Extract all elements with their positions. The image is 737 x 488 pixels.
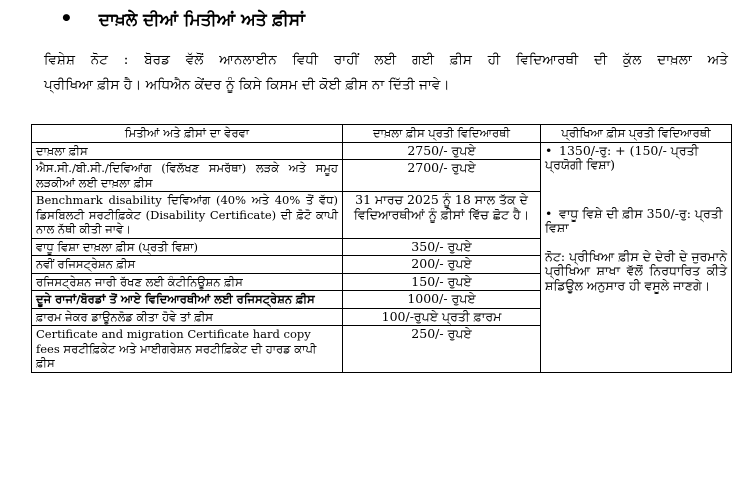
row-description: ਰਜਿਸਟ੍ਰੇਸ਼ਨ ਜਾਰੀ ਰੱਖਣ ਲਈ ਕੰਟੀਨਿਊਸ਼ਨ ਫ਼ੀਸ: [32, 273, 343, 291]
fees-table: [31, 124, 732, 373]
note-line-1: ਵਿਸ਼ੇਸ਼ ਨੋਟ : ਬੋਰਡ ਵੱਲੋਂ ਆਨਲਾਈਨ ਵਿਧੀ ਰਾਹੀਂ ਲਈ ਗਈ ਫ਼ੀਸ ਹੀ ਵਿਦਿਆਰਥੀ ਦੀ ਕੁੱਲ ਦਾਖ਼ਲਾ ਅਤੇ: [44, 52, 728, 68]
header-exam-fee: ਪ੍ਰੀਖਿਆ ਫ਼ੀਸ ਪ੍ਰਤੀ ਵਿਦਿਆਰਥੀ: [541, 125, 732, 143]
special-note: [44, 48, 728, 98]
row-description: ਐਸ.ਸੀ./ਬੀ.ਸੀ./ਦਿਵਿਆਂਗ (ਵਿਲੱਖਣ ਸਮਰੱਥਾ) ਲੜਕੇ ਅਤੇ ਸਮੂਹ ਲੜਕੀਆਂ ਲਈ ਦਾਖ਼ਲਾ ਫ਼ੀਸ: [32, 160, 343, 192]
row-fee: 2750/- ਰੁਪਏ: [343, 142, 541, 160]
exam-fee-note: ਨੋਟ: ਪ੍ਰੀਖਿਆ ਫ਼ੀਸ ਦੇ ਦੇਰੀ ਦੇ ਜੁਰਮਾਨੇ ਪ੍ਰੀਖਿਆ ਸ਼ਾਖਾ ਵੱਲੋਂ ਨਿਰਧਾਰਿਤ ਕੀਤੇ ਸ਼ਡਿਊਲ ਅਨੁਸਾਰ ਹੀ ਵਸੂਲੇ ਜਾਣਗੇ।: [545, 248, 727, 293]
exam-fee-base: 1350/-ਰੁ: + (150/- ਪ੍ਰਤੀ ਪ੍ਰਯੋਗੀ ਵਿਸ਼ਾ): [545, 142, 699, 172]
row-description: ਫ਼ਾਰਮ ਜੇਕਰ ਡਾਊਨਲੋਡ ਕੀਤਾ ਹੋਵੇ ਤਾਂ ਫ਼ੀਸ: [32, 308, 343, 326]
heading-bullet: •: [60, 6, 73, 30]
header-admission-fee: ਦਾਖ਼ਲਾ ਫ਼ੀਸ ਪ੍ਰਤੀ ਵਿਦਿਆਰਥੀ: [343, 125, 541, 143]
header-description: ਮਿਤੀਆਂ ਅਤੇ ਫ਼ੀਸਾਂ ਦਾ ਵੇਰਵਾ: [32, 125, 343, 143]
row-description: Certificate and migration Certificate hard copy fees ਸਰਟੀਫ਼ਿਕੇਟ ਅਤੇ ਮਾਈਗਰੇਸ਼ਨ ਸਰਟੀਫ਼ਿਕੇਟ ਦੀ ਹਾਰਡ ਕਾਪੀ ਫ਼ੀਸ: [32, 326, 343, 373]
heading-text: ਦਾਖ਼ਲੇ ਦੀਆਂ ਮਿਤੀਆਂ ਅਤੇ ਫ਼ੀਸਾਂ: [98, 10, 305, 30]
row-fee: 250/- ਰੁਪਏ: [343, 326, 541, 373]
row-fee: 350/- ਰੁਪਏ: [343, 238, 541, 256]
section-heading: [60, 6, 305, 30]
note-line-2: ਪ੍ਰੀਖਿਆ ਫ਼ੀਸ ਹੈ। ਅਧਿਐਨ ਕੇਂਦਰ ਨੂੰ ਕਿਸੇ ਕਿਸਮ ਦੀ ਕੋਈ ਫ਼ੀਸ ਨਾ ਦਿੱਤੀ ਜਾਵੇ।: [44, 77, 450, 93]
row-description: ਦਾਖ਼ਲਾ ਫ਼ੀਸ: [32, 142, 343, 160]
exam-fee-item: [545, 144, 727, 173]
row-description: ਵਾਧੂ ਵਿਸ਼ਾ ਦਾਖ਼ਲਾ ਫ਼ੀਸ (ਪ੍ਰਤੀ ਵਿਸ਼ਾ): [32, 238, 343, 256]
row-fee: 200/- ਰੁਪਏ: [343, 256, 541, 274]
table-row: [32, 142, 732, 160]
exam-fee-item: [545, 207, 727, 236]
exam-fee-additional: ਵਾਧੂ ਵਿਸ਼ੇ ਦੀ ਫ਼ੀਸ 350/-ਰੁ: ਪ੍ਰਤੀ ਵਿਸ਼ਾ: [545, 205, 723, 235]
row-fee: 1000/- ਰੁਪਏ: [343, 291, 541, 309]
bullet-icon: •: [545, 142, 553, 158]
row-description: Benchmark disability ਦਿਵਿਆਂਗ (40% ਅਤੇ 40% ਤੋਂ ਵੱਧ) ਡਿਸਬਿਲਟੀ ਸਰਟੀਫ਼ਿਕੇਟ (Disability Certificate) ਦੀ ਫ਼ੋਟੋ ਕਾਪੀ ਨਾਲ ਨੱਥੀ ਕੀਤੀ ਜਾਵੇ।: [32, 192, 343, 239]
row-fee: 100/-ਰੁਪਏ ਪ੍ਰਤੀ ਫ਼ਾਰਮ: [343, 308, 541, 326]
row-fee: 150/- ਰੁਪਏ: [343, 273, 541, 291]
row-description: ਨਵੀਂ ਰਜਿਸਟ੍ਰੇਸ਼ਨ ਫ਼ੀਸ: [32, 256, 343, 274]
row-fee: 31 ਮਾਰਚ 2025 ਨੂੰ 18 ਸਾਲ ਤੱਕ ਦੇ ਵਿਦਿਆਰਥੀਆਂ ਨੂੰ ਫ਼ੀਸਾਂ ਵਿੱਚ ਛੋਟ ਹੈ।: [343, 192, 541, 239]
bullet-icon: •: [545, 205, 553, 221]
exam-fee-cell: [541, 142, 732, 372]
table-header-row: [32, 125, 732, 143]
row-fee: 2700/- ਰੁਪਏ: [343, 160, 541, 192]
row-description: ਦੂਜੇ ਰਾਜਾਂ/ਬੋਰਡਾਂ ਤੋਂ ਆਏ ਵਿਦਿਆਰਥੀਆਂ ਲਈ ਰਜਿਸਟ੍ਰੇਸ਼ਨ ਫ਼ੀਸ: [32, 291, 343, 309]
